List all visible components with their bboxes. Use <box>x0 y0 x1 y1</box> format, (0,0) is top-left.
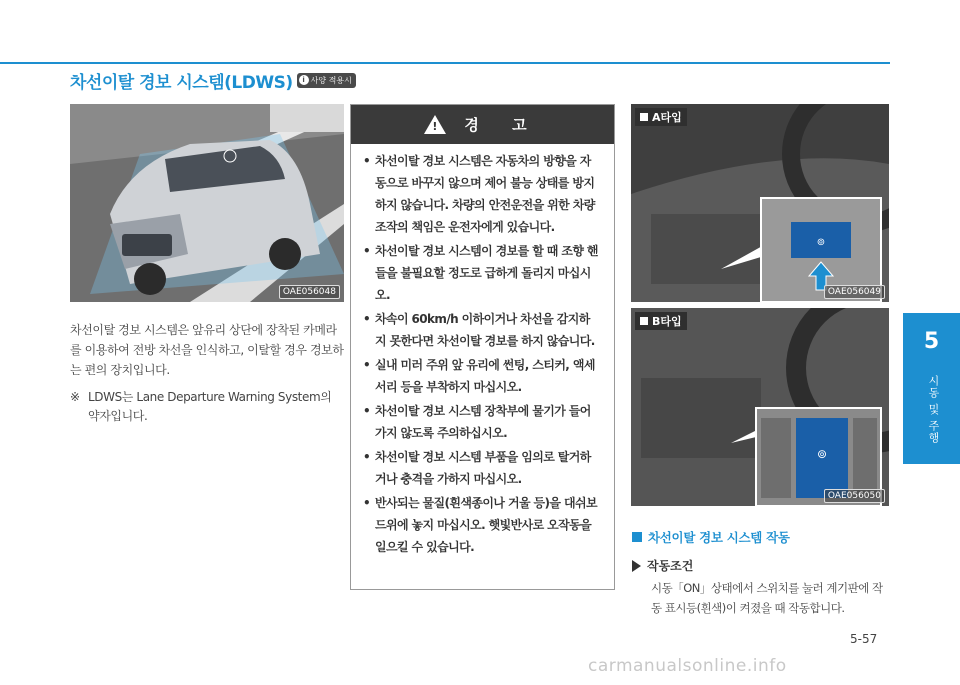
warning-icon-glyph: ! <box>432 120 438 133</box>
warning-item: • 차선이탈 경보 시스템 장착부에 물기가 들어가지 않도록 주의하십시오. <box>361 400 600 444</box>
operation-section-heading <box>632 528 790 546</box>
option-badge-label: 사양 적용시 <box>310 75 352 85</box>
title-row <box>70 68 356 92</box>
warning-item: • 차속이 60km/h 이하이거나 차선을 감지하지 못한다면 차선이탈 경보를 하지 않습니다. <box>361 308 600 352</box>
svg-text:⊚: ⊚ <box>816 237 826 248</box>
warning-item: • 실내 미러 주위 앞 유리에 썬팅, 스티커, 액세서리 등을 부착하지 마십시오. <box>361 354 600 398</box>
warning-box <box>350 104 615 590</box>
type-b-label-text: B타입 <box>652 315 682 328</box>
note-text: LDWS는 Lane Departure Warning System의 약자입니다. <box>88 390 332 423</box>
figure-code: OAE056048 <box>279 285 340 299</box>
warning-header <box>351 105 614 144</box>
warning-item: • 차선이탈 경보 시스템 부품을 임의로 탈거하거나 충격을 가하지 마십시오. <box>361 446 600 490</box>
page-number: 5-57 <box>850 632 878 646</box>
car-illustration <box>70 104 344 302</box>
warning-triangle-icon <box>424 115 446 134</box>
type-a-label-text: A타입 <box>652 111 682 124</box>
arrow-bullet-icon <box>632 560 641 572</box>
figure-code: OAE056050 <box>824 489 885 503</box>
type-b-figure <box>631 308 889 506</box>
warning-item: • 차선이탈 경보 시스템은 자동차의 방향을 자동으로 바꾸지 않으며 제어 불능 상태를 방지하지 않습니다. 차량의 안전운전을 위한 차량 조작의 책임은 운전자에게 있습니다. <box>361 150 600 238</box>
warning-item: • 차선이탈 경보 시스템이 경보를 할 때 조향 핸들을 불필요할 정도로 급하게 돌리지 마십시오. <box>361 240 600 306</box>
condition-text: 시동「ON」상태에서 스위치를 눌러 계기판에 작동 표시등(흰색)이 켜졌을 때 작동합니다. <box>651 581 883 615</box>
info-icon: i <box>299 75 309 85</box>
warning-item: • 반사되는 물질(흰색종이나 거울 등)을 대쉬보드위에 놓지 마십시오. 햇빛반사로 오작동을 일으킬 수 있습니다. <box>361 492 600 558</box>
condition-heading <box>632 557 693 574</box>
operation-section-title: 차선이탈 경보 시스템 작동 <box>648 530 790 545</box>
description: 차선이탈 경보 시스템은 앞유리 상단에 장착된 카메라를 이용하여 전방 차선을 인식하고, 이탈할 경우 경보하는 편의 장치입니다. <box>70 323 344 377</box>
note-mark: ※ <box>70 390 80 404</box>
chapter-label: 시동 및 주행 <box>927 375 940 444</box>
type-b-label <box>635 312 687 330</box>
condition-heading-text: 작동조건 <box>647 559 694 573</box>
switch-b-illustration <box>631 308 889 506</box>
top-rule <box>0 62 890 64</box>
type-a-figure <box>631 104 889 302</box>
type-a-label <box>635 108 687 126</box>
svg-text:⊚: ⊚ <box>816 447 828 461</box>
switch-a-illustration <box>631 104 889 302</box>
warning-list <box>351 144 614 558</box>
option-badge <box>297 73 356 88</box>
chapter-number: 5 <box>923 329 940 354</box>
page-title: 차선이탈 경보 시스템(LDWS) <box>70 72 293 93</box>
warning-title: 경 고 <box>464 116 541 134</box>
watermark: carmanualsonline.info <box>588 656 787 676</box>
note <box>70 388 345 426</box>
figure-code: OAE056049 <box>824 285 885 299</box>
square-bullet-icon <box>632 532 642 542</box>
car-figure <box>70 104 344 302</box>
chapter-tab <box>903 313 960 464</box>
